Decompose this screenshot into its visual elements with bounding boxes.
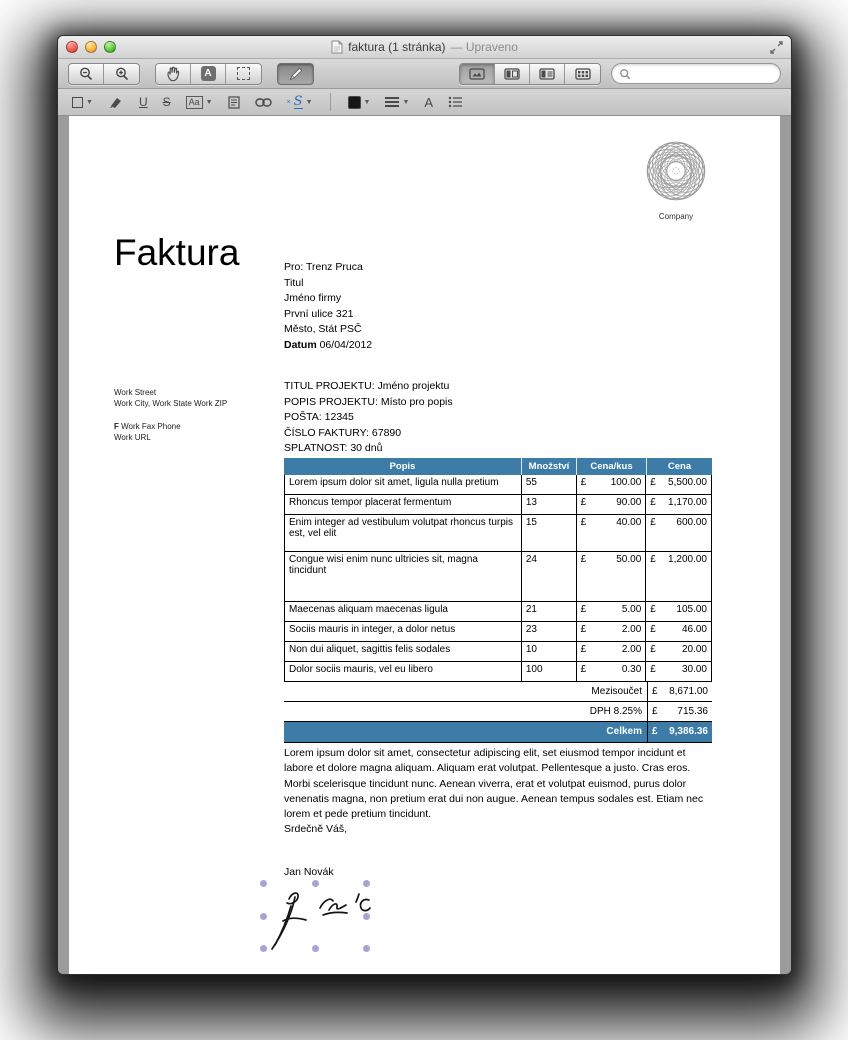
resize-handle-e[interactable] <box>363 913 370 920</box>
close-button[interactable] <box>66 41 78 53</box>
project-block <box>284 379 453 457</box>
payment-terms: SPLATNOST: 30 dnů <box>284 442 383 455</box>
chevron-down-icon: ▼ <box>402 98 410 106</box>
header-cena-kus: Cena/kus <box>577 458 647 475</box>
resize-handle-nw[interactable] <box>260 880 267 887</box>
link-tool-button[interactable] <box>255 97 272 108</box>
text-tool-icon: A <box>201 66 216 81</box>
window-title <box>331 40 518 54</box>
resize-handle-w[interactable] <box>260 913 267 920</box>
search-input[interactable] <box>631 68 773 80</box>
note-icon <box>228 96 240 109</box>
view-mode-segment <box>459 63 601 85</box>
traffic-lights <box>66 41 116 53</box>
recipient-company: Jméno firmy <box>284 292 342 304</box>
header-mnozstvi: Množství <box>522 458 577 475</box>
note-tool-button[interactable] <box>228 96 240 109</box>
tool-segment <box>155 63 262 85</box>
project-description: POPIS PROJEKTU: Místo pro popis <box>284 395 453 408</box>
color-swatch-icon <box>348 96 361 109</box>
grand-total-label: Celkem <box>606 726 642 737</box>
invoice-table <box>284 458 712 743</box>
grand-total-row: Celkem £ 9,386.36 <box>284 722 712 743</box>
tax-value: 715.36 <box>677 706 708 717</box>
font-button[interactable] <box>424 95 433 110</box>
subtotal-label: Mezisoučet <box>591 686 642 697</box>
grand-total-value: 9,386.36 <box>669 726 708 737</box>
signer-name: Jan Novák <box>284 866 334 878</box>
table-header-row <box>284 458 712 475</box>
table-row: Rhoncus tempor placerat fermentum 13 £ 90.00 £ 1,170.00 <box>284 495 712 515</box>
zoom-segment <box>68 63 140 85</box>
view-toc-button[interactable] <box>530 64 565 84</box>
strikethrough-tool-button[interactable] <box>163 95 171 109</box>
salutation: Srdečně Váš, <box>284 823 348 835</box>
title-bar[interactable] <box>58 36 791 59</box>
table-row: Enim integer ad vestibulum volutpat rhoncus turpis est, vel elit 15 £ 40.00 £ 600.00 <box>284 515 712 552</box>
document-title: faktura (1 stránka) <box>348 40 446 54</box>
resize-handle-se[interactable] <box>363 945 370 952</box>
subtotal-value: 8,671.00 <box>669 686 708 697</box>
invoice-date: Datum 06/04/2012 <box>284 338 373 351</box>
recipient-city: Město, Stát PSČ <box>284 323 362 335</box>
zoom-out-button[interactable] <box>69 64 104 84</box>
chevron-down-icon: ▼ <box>363 98 371 106</box>
preview-window <box>57 35 792 975</box>
table-row: Congue wisi enim nunc ultricies sit, magna tincidunt 24 £ 50.00 £ 1,200.00 <box>284 552 712 602</box>
fullscreen-icon[interactable] <box>770 41 783 54</box>
resize-handle-ne[interactable] <box>363 880 370 887</box>
document-viewport[interactable] <box>58 116 791 975</box>
thickness-lines-icon <box>385 97 399 107</box>
sender-street: Work Street <box>114 388 157 397</box>
sender-block <box>114 388 227 443</box>
document-icon <box>331 40 343 54</box>
table-row: Dolor sociis mauris, vel eu libero 100 £ 0.30 £ 30.00 <box>284 662 712 682</box>
pencil-icon <box>288 66 304 82</box>
edited-badge: — Upraveno <box>450 40 518 54</box>
resize-handle-sw[interactable] <box>260 945 267 952</box>
search-icon <box>619 68 631 80</box>
sender-city: Work City, Work State Work ZIP <box>114 398 228 408</box>
table-row: Lorem ipsum dolor sit amet, ligula nulla pretium 55 £ 100.00 £ 5,500.00 <box>284 475 712 495</box>
annotations-list-icon <box>448 96 463 108</box>
recipient-block <box>284 260 372 353</box>
main-toolbar <box>58 59 791 89</box>
rectangle-shape-icon <box>72 97 83 108</box>
chevron-down-icon: ▼ <box>205 98 213 106</box>
annotation-toolbar <box>58 89 791 116</box>
header-popis: Popis <box>284 458 522 475</box>
list-button[interactable] <box>448 96 463 108</box>
underline-tool-button[interactable] <box>139 95 148 109</box>
line-thickness-button[interactable] <box>385 97 409 107</box>
strikethrough-icon: S <box>162 95 171 109</box>
toolbar-divider <box>330 93 331 111</box>
annotate-pencil-button[interactable] <box>277 63 314 85</box>
chevron-down-icon: ▼ <box>305 98 313 106</box>
highlight-tool-button[interactable] <box>108 95 124 109</box>
move-hand-tool-button[interactable] <box>156 64 191 84</box>
company-logo-label: Company <box>658 212 694 221</box>
text-select-tool-button[interactable] <box>191 64 226 84</box>
signature-x-mark: × <box>286 98 291 106</box>
rect-select-tool-button[interactable] <box>226 64 261 84</box>
tax-row: DPH 8.25% £ 715.36 <box>284 702 712 722</box>
chevron-down-icon: ▼ <box>86 98 93 106</box>
sender-fax: F Work Fax Phone <box>114 422 181 431</box>
invoice-title: Faktura <box>114 232 240 273</box>
view-contact-sheet-button[interactable] <box>565 64 600 84</box>
project-title: TITUL PROJEKTU: Jméno projektu <box>284 380 450 392</box>
text-box-tool-button[interactable] <box>186 96 213 109</box>
zoom-window-button[interactable] <box>104 41 116 53</box>
header-cena: Cena <box>667 461 692 472</box>
font-icon: A <box>424 94 434 110</box>
signature-tool-button[interactable] <box>286 93 313 109</box>
zoom-in-button[interactable] <box>104 64 139 84</box>
signature-annotation[interactable] <box>263 883 367 949</box>
resize-handle-s[interactable] <box>312 945 319 952</box>
sender-url: Work URL <box>114 432 151 442</box>
text-box-icon: Aa <box>186 96 203 109</box>
subtotal-row: Mezisoučet £ 8,671.00 <box>284 682 712 702</box>
recipient-street: První ulice 321 <box>284 307 354 320</box>
table-row: Sociis mauris in integer, a dolor netus 23 £ 2.00 £ 46.00 <box>284 622 712 642</box>
link-icon <box>255 97 272 108</box>
selection-rect-icon <box>237 67 250 80</box>
search-field[interactable] <box>611 63 781 84</box>
invoice-page <box>69 116 780 975</box>
invoice-number: ČÍSLO FAKTURY: 67890 <box>284 426 402 439</box>
shape-tool-button[interactable] <box>72 97 93 108</box>
color-picker-button[interactable] <box>348 96 371 109</box>
signature-icon: S <box>293 93 303 109</box>
view-content-only-button[interactable] <box>460 64 495 84</box>
closing-paragraph: Lorem ipsum dolor sit amet, consectetur adipiscing elit, set eiusmod tempor incidunt et labore et dolore magna aliquam. Aliquam erat volutpat. Pellentesque a justo. Cras eros. Morbi scelerisque tincidunt nunc. Aenean viverra, erat et volutpat euismod, purus dolor venenatis magna, non pretium erat dui non augue. Aenean tempus sodales est. Etiam nec lorem et pede pretium tincidunt. <box>284 747 704 821</box>
table-row: Maecenas aliquam maecenas ligula 21 £ 5.00 £ 105.00 <box>284 602 712 622</box>
project-po: POŠTA: 12345 <box>284 411 354 424</box>
minimize-button[interactable] <box>85 41 97 53</box>
recipient-title: Titul <box>284 276 304 289</box>
tax-label: DPH 8.25% <box>589 706 642 717</box>
recipient-name: Pro: Trenz Pruca <box>284 261 363 273</box>
company-logo <box>639 138 713 221</box>
underline-icon: U <box>138 95 148 109</box>
highlighter-icon <box>108 95 124 109</box>
resize-handle-n[interactable] <box>312 880 319 887</box>
table-row: Non dui aliquet, sagittis felis sodales 10 £ 2.00 £ 20.00 <box>284 642 712 662</box>
view-thumbnails-button[interactable] <box>495 64 530 84</box>
